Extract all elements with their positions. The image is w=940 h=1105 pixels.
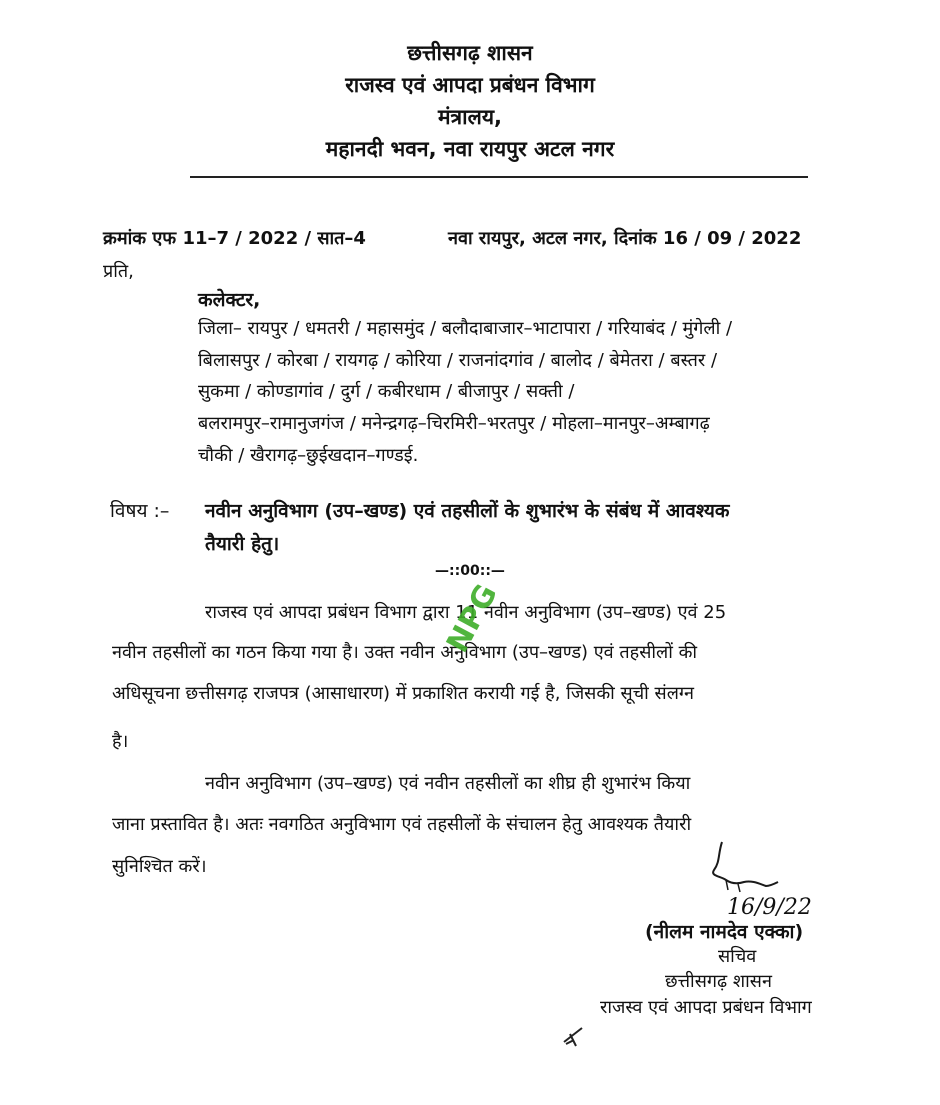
section-separator: —::00::— xyxy=(435,563,505,579)
header-ministry: मंत्रालय, xyxy=(438,105,502,129)
header-government: छत्तीसगढ़ शासन xyxy=(407,41,533,65)
reference-number: क्रमांक एफ 11–7 / 2022 / सात–4 xyxy=(103,228,366,249)
signature-scribble-icon xyxy=(700,840,810,900)
addressee-to: प्रति, xyxy=(103,261,134,282)
subject-text: तैयारी हेतु। xyxy=(205,533,280,555)
pen-mark-icon xyxy=(560,1020,590,1050)
signature-date: 16/9/22 xyxy=(727,895,812,920)
place-and-date: नवा रायपुर, अटल नगर, दिनांक 16 / 09 / 2022 xyxy=(448,228,802,249)
signatory-name: (नीलम नामदेव एक्का) xyxy=(645,921,804,943)
body-paragraph-line: नवीन अनुविभाग (उप–खण्ड) एवं नवीन तहसीलों का शीघ्र ही शुभारंभ किया xyxy=(205,773,691,794)
signatory-government: छत्तीसगढ़ शासन xyxy=(665,971,772,992)
subject-text: नवीन अनुविभाग (उप–खण्ड) एवं तहसीलों के शुभारंभ के संबंध में आवश्यक xyxy=(205,500,730,522)
body-paragraph-line: नवीन तहसीलों का गठन किया गया है। उक्त नवीन अनुविभाग (उप–खण्ड) एवं तहसीलों की xyxy=(112,642,698,663)
addressee-title: कलेक्टर, xyxy=(198,289,261,311)
body-paragraph-line: सुनिश्चित करें। xyxy=(112,856,207,877)
body-paragraph-line: है। xyxy=(112,731,129,752)
district-line: जिला– रायपुर / धमतरी / महासमुंद / बलौदाबाजार–भाटापारा / गरियाबंद / मुंगेली / xyxy=(198,318,733,339)
district-line: बलरामपुर–रामानुजगंज / मनेन्द्रगढ़–चिरमिरी–भरतपुर / मोहला–मानपुर–अम्बागढ़ xyxy=(198,413,710,434)
body-paragraph-line: अधिसूचना छत्तीसगढ़ राजपत्र (आसाधारण) में प्रकाशित करायी गई है, जिसकी सूची संलग्न xyxy=(112,683,694,704)
header-department: राजस्व एवं आपदा प्रबंधन विभाग xyxy=(345,73,595,97)
district-line: बिलासपुर / कोरबा / रायगढ़ / कोरिया / राजनांदगांव / बालोद / बेमेतरा / बस्तर / xyxy=(198,350,718,371)
signatory-department: राजस्व एवं आपदा प्रबंधन विभाग xyxy=(600,997,812,1018)
district-line: सुकमा / कोण्डागांव / दुर्ग / कबीरधाम / बीजापुर / सक्ती / xyxy=(198,381,575,402)
signatory-designation: सचिव xyxy=(718,946,757,967)
district-line: चौकी / खैरागढ़–छुईखदान–गण्डई. xyxy=(198,445,419,466)
subject-label: विषय :– xyxy=(110,500,170,522)
body-paragraph-line: राजस्व एवं आपदा प्रबंधन विभाग द्वारा 11 नवीन अनुविभाग (उप–खण्ड) एवं 25 xyxy=(205,602,727,623)
header-address: महानदी भवन, नवा रायपुर अटल नगर xyxy=(325,137,615,161)
body-paragraph-line: जाना प्रस्तावित है। अतः नवगठित अनुविभाग एवं तहसीलों के संचालन हेतु आवश्यक तैयारी xyxy=(112,814,692,835)
header-divider xyxy=(190,176,808,178)
npg-watermark: NPG xyxy=(440,578,505,659)
